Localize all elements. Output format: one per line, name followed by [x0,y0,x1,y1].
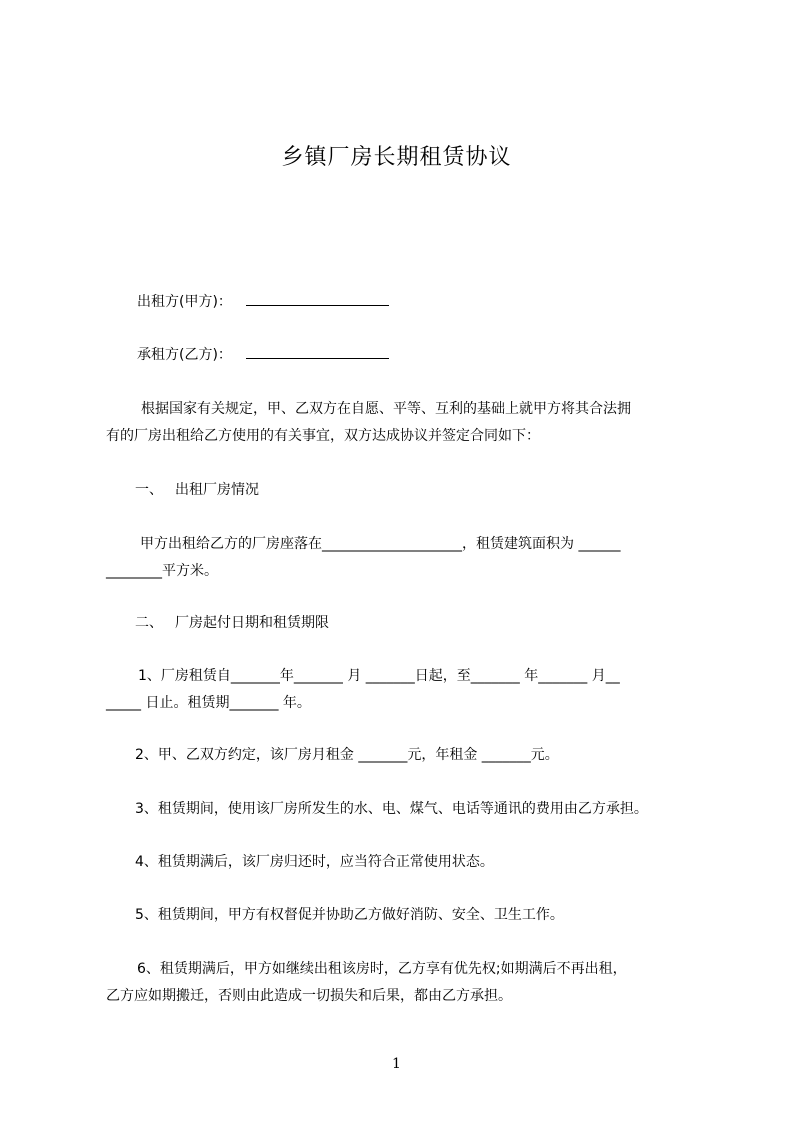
section-1-line-2: ________平方米。 [106,563,218,579]
lessee-label: 承租方(乙方)： [137,347,232,363]
item-1-line-1: 1、厂房租赁自_______年_______ 月 _______日起，至_______ 年_______ 月__ [138,668,620,684]
item-5: 5、租赁期间，甲方有权督促并协助乙方做好消防、安全、卫生工作。 [135,907,564,923]
item-6-line-1: 6、租赁期满后，甲方如继续出租该房时，乙方享有优先权;如期满后不再出租， [137,961,627,977]
item-1-line-2: _____ 日止。租赁期_______ 年。 [106,695,311,711]
intro-line-2: 有的厂房出租给乙方使用的有关事宜，双方达成协议并签定合同如下： [106,428,540,444]
section-1-number: 一、 [135,482,163,498]
section-1-title: 出租厂房情况 [175,482,259,498]
lessee-blank [246,344,389,359]
lessor-label: 出租方(甲方)： [137,294,232,310]
item-6-line-2: 乙方应如期搬迁，否则由此造成一切损失和后果，都由乙方承担。 [106,988,512,1004]
item-2: 2、甲、乙双方约定，该厂房月租金 _______元，年租金 _______元。 [135,747,559,763]
item-4: 4、租赁期满后，该厂房归还时，应当符合正常使用状态。 [135,854,494,870]
lessor-line [137,291,389,312]
page-title: 乡镇厂房长期租赁协议 [281,145,512,170]
section-2-title: 厂房起付日期和租赁期限 [175,615,329,631]
section-1-heading [135,480,259,500]
page-number: 1 [392,1056,401,1072]
item-3: 3、租赁期间，使用该厂房所发生的水、电、煤气、电话等通讯的费用由乙方承担。 [135,801,648,817]
intro-line-1: 根据国家有关规定，甲、乙双方在自愿、平等、互利的基础上就甲方将其合法拥 [141,401,631,417]
section-2-heading [135,613,329,633]
section-1-line-1: 甲方出租给乙方的厂房座落在____________________，租赁建筑面积为 ______ [140,536,621,552]
lessee-line [137,344,389,365]
lessor-blank [246,291,389,306]
section-2-number: 二、 [135,615,163,631]
